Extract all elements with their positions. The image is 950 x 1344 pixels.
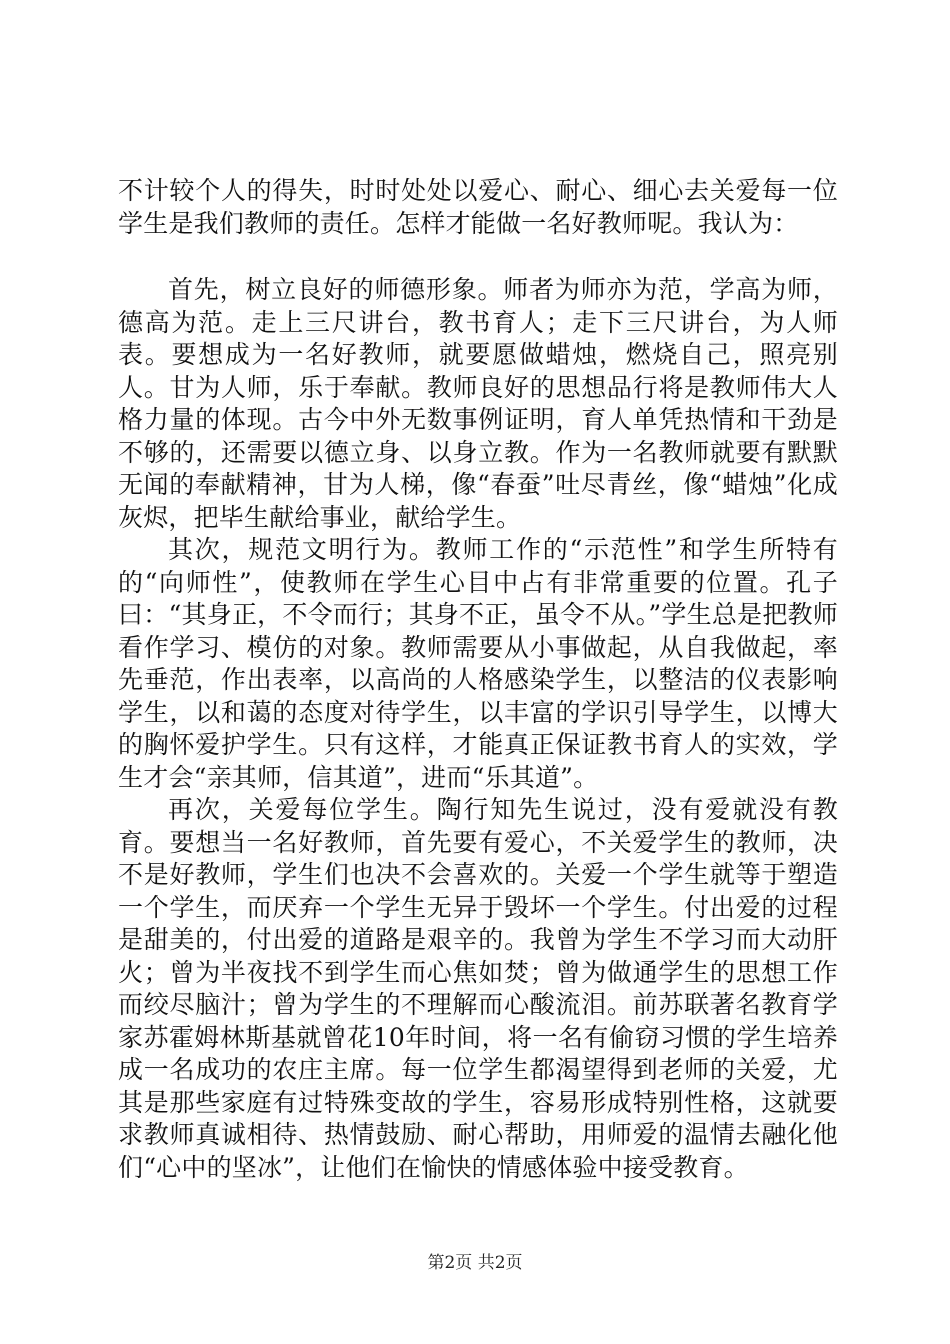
- document-body: [118, 175, 838, 1184]
- paragraph-third: 再次，关爱每位学生。陶行知先生说过，没有爱就没有教育。要想当一名好教师，首先要有爱心，不关爱学生的教师，决不是好教师，学生们也决不会喜欢的。关爱一个学生就等于塑造一个学生，而厌弃一个学生无异于毁坏一个学生。付出爱的过程是甜美的，付出爱的道路是艰辛的。我曾为学生不学习而大动肝火；曾为半夜找不到学生而心焦如焚；曾为做通学生的思想工作而绞尽脑汁；曾为学生的不理解而心酸流泪。前苏联著名教育学家苏霍姆林斯基就曾花10年时间，将一名有偷窃习惯的学生培养成一名成功的农庄主席。每一位学生都渴望得到老师的关爱，尤其是那些家庭有过特殊变故的学生，容易形成特别性格，这就要求教师真诚相待、热情鼓励、耐心帮助，用师爱的温情去融化他们“心中的坚冰”，让他们在愉快的情感体验中接受教育。: [118, 795, 838, 1182]
- paragraph-intro: 不计较个人的得失，时时处处以爱心、耐心、细心去关爱每一位学生是我们教师的责任。怎样才能做一名好教师呢。我认为：: [118, 176, 838, 238]
- paragraph-first: 首先，树立良好的师德形象。师者为师亦为范，学高为师，德高为范。走上三尺讲台，教书育人；走下三尺讲台，为人师表。要想成为一名好教师，就要愿做蜡烛，燃烧自己，照亮别人。甘为人师，乐于奉献。教师良好的思想品行将是教师伟大人格力量的体现。古今中外无数事例证明，育人单凭热情和干劲是不够的，还需要以德立身、以身立教。作为一名教师就要有默默无闻的奉献精神，甘为人梯，像“春蚕”吐尽青丝，像“蜡烛”化成灰烬，把毕生献给事业，献给学生。: [118, 275, 838, 532]
- paragraph-second: 其次，规范文明行为。教师工作的“示范性”和学生所特有的“向师性”，使教师在学生心目中占有非常重要的位置。孔子曰：“其身正，不令而行；其身不正，虽令不从。”学生总是把教师看作学习、模仿的对象。教师需要从小事做起，从自我做起，率先垂范，作出表率，以高尚的人格感染学生，以整洁的仪表影响学生，以和蔼的态度对待学生，以丰富的学识引导学生，以博大的胸怀爱护学生。只有这样，才能真正保证教书育人的实效，学生才会“亲其师，信其道”，进而“乐其道”。: [118, 535, 838, 792]
- page-footer: 第2页 共2页: [427, 1253, 523, 1273]
